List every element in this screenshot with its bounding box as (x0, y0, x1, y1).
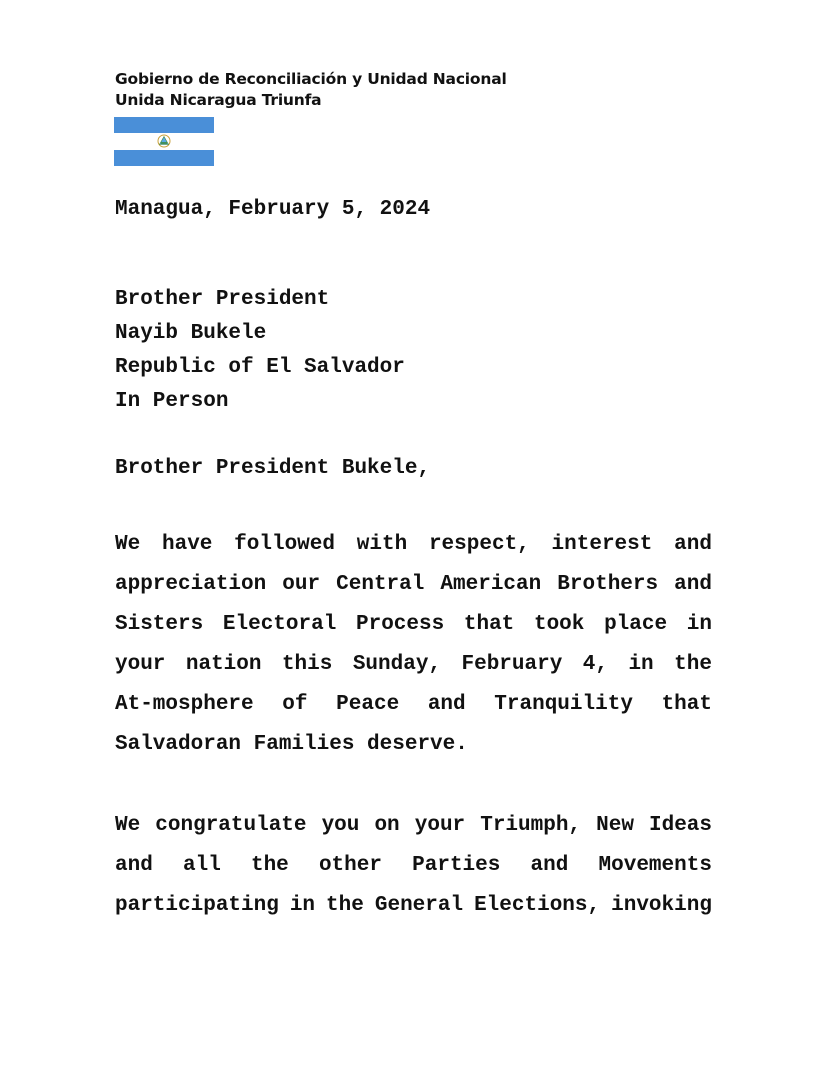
word: Sisters (115, 613, 204, 636)
word: and (674, 533, 712, 556)
paragraph-line (115, 730, 712, 770)
word: Movements (598, 854, 712, 877)
word: 4, (582, 653, 608, 676)
word: American (440, 573, 542, 596)
word: At-mosphere (115, 693, 254, 716)
address-line: Nayib Bukele (115, 322, 267, 345)
word: all (182, 854, 221, 877)
word: Elections, (474, 894, 601, 917)
word: We (115, 533, 141, 556)
letterhead (115, 69, 507, 111)
paragraph-line (115, 690, 712, 730)
word: your (414, 814, 466, 837)
word: participating (115, 894, 279, 917)
word: the (674, 653, 712, 676)
address-line: In Person (115, 390, 229, 413)
word: We (115, 814, 141, 837)
word: our (282, 573, 321, 596)
flag-top-band (114, 117, 214, 133)
word: invoking (611, 894, 712, 917)
word: New (596, 814, 634, 837)
word: Central (336, 573, 425, 596)
word: Triumph, (480, 814, 582, 837)
word: you (321, 814, 360, 837)
letter-date: Managua, February 5, 2024 (115, 198, 431, 221)
word: and (427, 693, 466, 716)
salutation: Brother President Bukele, (115, 457, 431, 480)
paragraph-line (115, 891, 712, 931)
word: that (661, 693, 712, 716)
word: and (115, 854, 153, 877)
word: appreciation (115, 573, 267, 596)
word: General (374, 894, 464, 917)
word: this (281, 653, 333, 676)
paragraph-line (115, 610, 712, 650)
word: in (686, 613, 712, 636)
word: Peace (336, 693, 400, 716)
letterhead-government-name: Gobierno de Reconciliación y Unidad Nacional (115, 70, 507, 88)
word: took (533, 613, 585, 636)
paragraph-line (115, 530, 712, 570)
word: place (604, 613, 668, 636)
word: with (356, 533, 408, 556)
paragraph-line (115, 650, 712, 690)
word: in (628, 653, 654, 676)
word: congratulate (155, 814, 307, 837)
word: nation (185, 653, 262, 676)
word: Process (355, 613, 445, 636)
word: Brothers (557, 573, 659, 596)
paragraph-2 (115, 811, 712, 931)
letterhead-motto: Unida Nicaragua Triunfa (115, 91, 322, 109)
word: Salvadoran (115, 733, 242, 756)
word: the (250, 854, 289, 877)
word: and (530, 854, 569, 877)
word: the (326, 894, 364, 917)
word: interest (551, 533, 653, 556)
paragraph-1 (115, 530, 712, 770)
word: Electoral (222, 613, 337, 636)
word: February (461, 653, 563, 676)
word: have (161, 533, 213, 556)
paragraph-line (115, 570, 712, 610)
word: in (289, 894, 316, 917)
word: Sunday, (352, 653, 442, 676)
word: followed (234, 533, 335, 556)
word: that (463, 613, 515, 636)
word: of (282, 693, 308, 716)
word: Parties (412, 854, 501, 877)
word: deserve. (367, 733, 468, 756)
paragraph-line (115, 851, 712, 891)
word: Ideas (648, 814, 712, 837)
word: other (318, 854, 382, 877)
word: and (674, 573, 712, 596)
word: Families (253, 733, 355, 756)
flag-bottom-band (114, 150, 214, 166)
word: respect, (428, 533, 530, 556)
word: your (115, 653, 166, 676)
paragraph-line (115, 811, 712, 851)
address-line: Republic of El Salvador (115, 356, 405, 379)
coat-of-arms-icon (157, 134, 171, 148)
nicaragua-flag-icon (114, 117, 214, 166)
word: on (374, 814, 400, 837)
recipient-address (115, 283, 405, 419)
word: Tranquility (494, 693, 633, 716)
address-line: Brother President (115, 288, 330, 311)
